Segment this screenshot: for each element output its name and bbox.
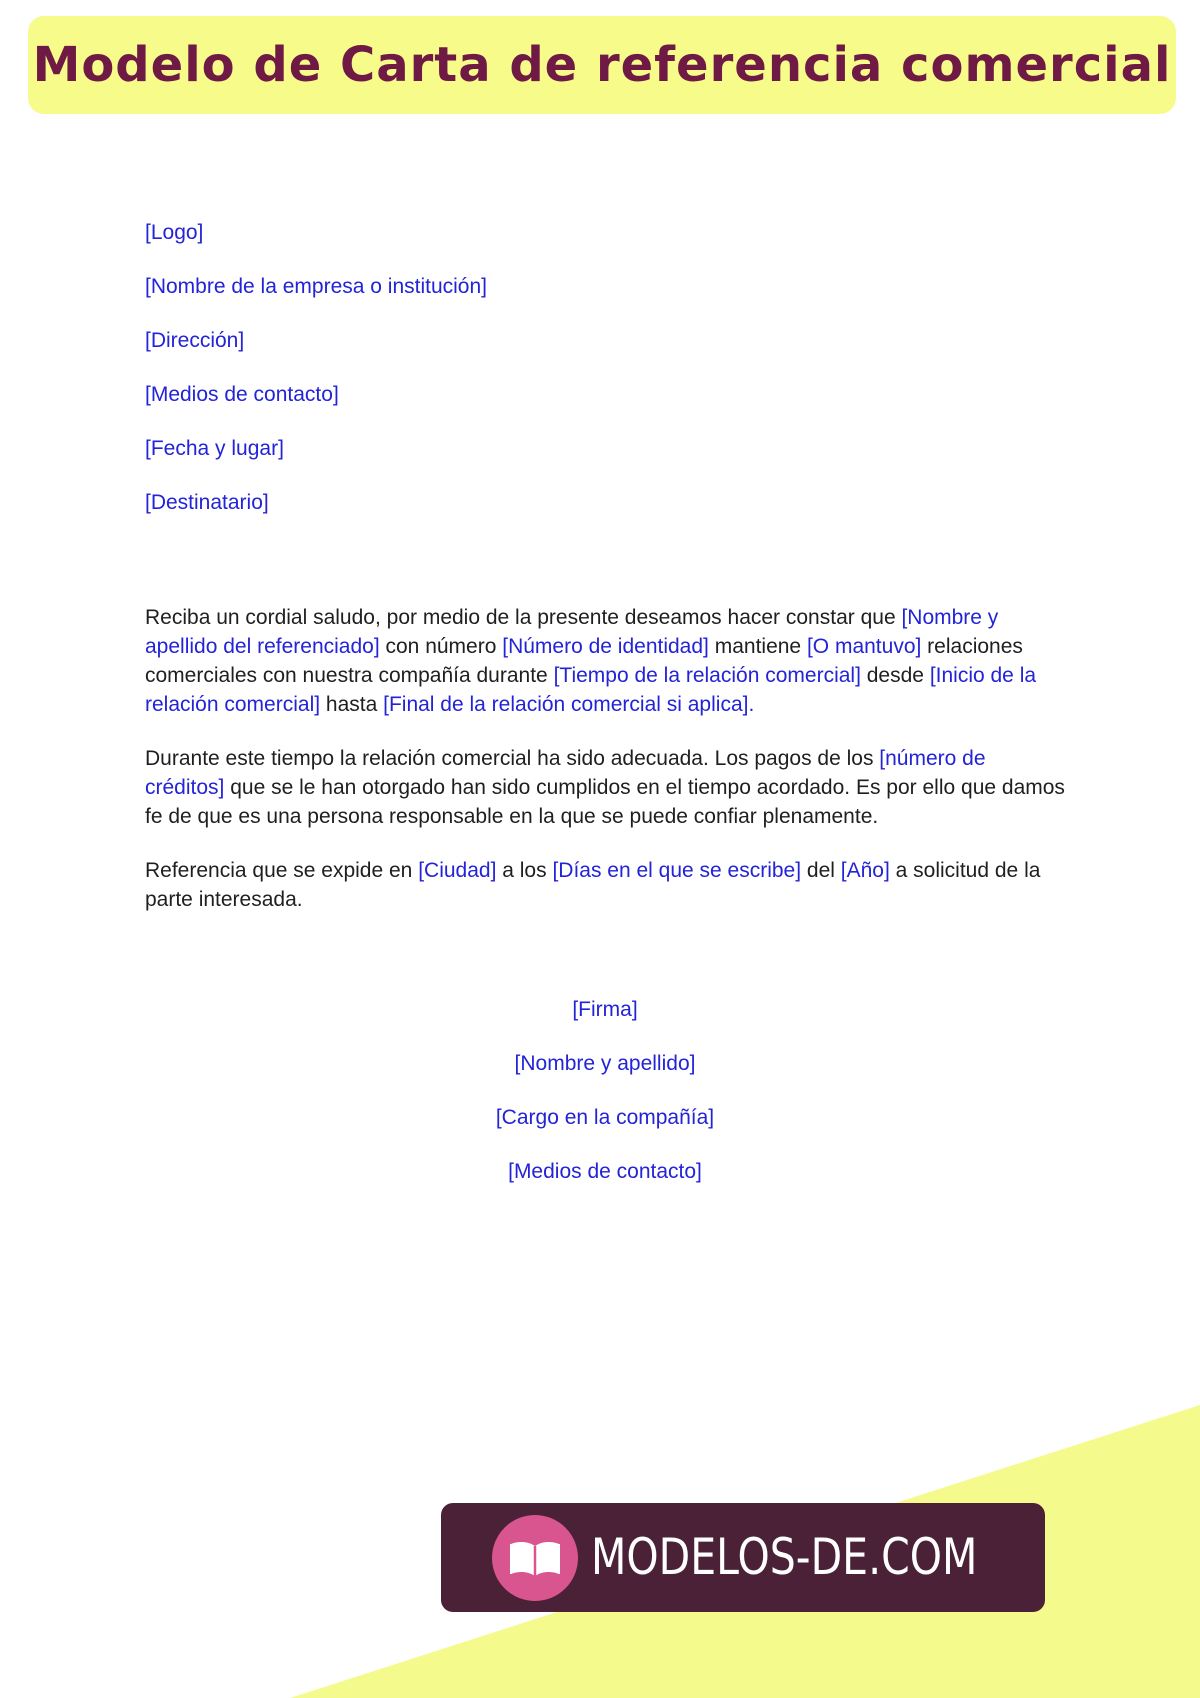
p3-text-4: a solicitud de la parte interesada. — [145, 859, 1041, 911]
brand-name: MODELOS-DE.COM — [591, 1528, 978, 1586]
p1-referenced-name: [Nombre y apellido del referenciado] — [145, 606, 999, 658]
title-banner — [28, 16, 1176, 114]
paragraph-3 — [145, 856, 1065, 914]
p1-relationship-end: [Final de la relación comercial si aplica]. — [383, 693, 755, 716]
p2-text-1: Durante este tiempo la relación comercial ha sido adecuada. Los pagos de los — [145, 747, 880, 770]
p1-relationship-start: [Inicio de la relación comercial] — [145, 664, 1037, 716]
p3-year: [Año] — [840, 859, 890, 882]
signer-position-placeholder: [Cargo en la compañía] — [495, 1106, 715, 1129]
p1-id-number: [Número de identidad] — [502, 635, 709, 658]
p1-text-6: hasta — [320, 693, 384, 716]
p1-maintained: [O mantuvo] — [806, 635, 922, 658]
paragraph-1 — [145, 603, 1065, 719]
p1-text-5: desde — [860, 664, 930, 687]
company-name-placeholder: [Nombre de la empresa o institución] — [145, 275, 487, 298]
signer-contact-placeholder: [Medios de contacto] — [508, 1160, 702, 1183]
signature-placeholder: [Firma] — [572, 998, 638, 1021]
brand-logo[interactable] — [441, 1503, 1045, 1612]
recipient-placeholder: [Destinatario] — [145, 491, 269, 514]
open-book-icon — [492, 1515, 578, 1601]
signature-block — [145, 995, 1065, 1186]
p3-days: [Días en el que se escribe] — [552, 859, 802, 882]
p3-text-1: Referencia que se expide en — [145, 859, 419, 882]
p1-text-3: mantiene — [708, 635, 807, 658]
p3-text-3: del — [801, 859, 841, 882]
date-place-placeholder: [Fecha y lugar] — [145, 437, 284, 460]
p1-text-1: Reciba un cordial saludo, por medio de la presente deseamos hacer constar que — [145, 606, 902, 629]
page-title: Modelo de Carta de referencia comercial — [32, 37, 1172, 93]
p3-text-2: a los — [496, 859, 553, 882]
p3-city: [Ciudad] — [418, 859, 497, 882]
logo-placeholder: [Logo] — [145, 221, 204, 244]
paragraph-2 — [145, 744, 1065, 831]
p1-text-4: relaciones comerciales con nuestra compañía durante — [145, 635, 1023, 687]
address-placeholder: [Dirección] — [145, 329, 245, 352]
p2-text-2: que se le han otorgado han sido cumplidos en el tiempo acordado. Es por ello que damos fe de que es una persona responsable en la que se puede confiar plenamente. — [145, 776, 1065, 828]
p2-credits-number: [número de créditos] — [145, 747, 986, 799]
letter-body — [145, 218, 1065, 1211]
p1-relationship-time: [Tiempo de la relación comercial] — [553, 664, 861, 687]
signer-name-placeholder: [Nombre y apellido] — [514, 1052, 696, 1075]
contact-placeholder: [Medios de contacto] — [145, 383, 339, 406]
p1-text-2: con número — [379, 635, 503, 658]
